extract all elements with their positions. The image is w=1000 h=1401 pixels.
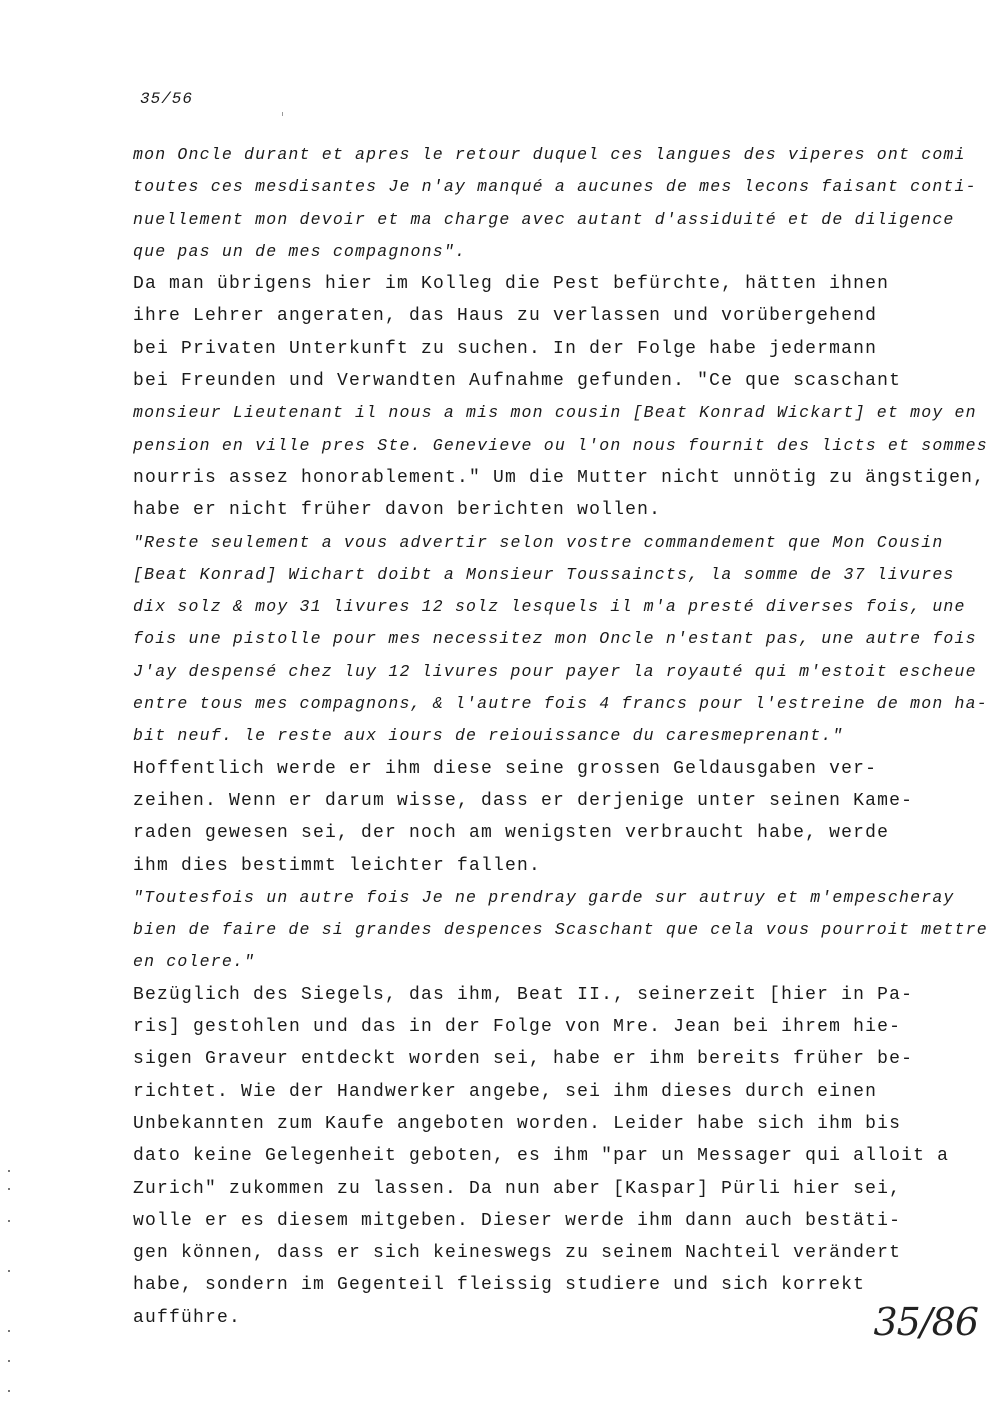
quoted-french-line: dix solz & moy 31 livures 12 solz lesquels il m'a presté diverses fois, une xyxy=(133,597,966,617)
quoted-french-line: bit neuf. le reste aux iours de reiouissance du caresmeprenant." xyxy=(133,726,844,746)
german-text-line: gen können, dass er sich keineswegs zu seinem Nachteil verändert xyxy=(133,1243,902,1264)
german-text-line: zeihen. Wenn er darum wisse, dass er derjenige unter seinen Kame- xyxy=(133,790,914,811)
page-number: 35/56 xyxy=(140,90,194,108)
quoted-french-line: toutes ces mesdisantes Je n'ay manqué a aucunes de mes lecons faisant conti- xyxy=(133,177,977,197)
german-text-line: Hoffentlich werde er ihm diese seine grossen Geldausgaben ver- xyxy=(133,758,878,779)
german-text-line: ris] gestohlen und das in der Folge von Mre. Jean bei ihrem hie- xyxy=(133,1017,902,1038)
quoted-french-line: "Reste seulement a vous advertir selon vostre commandement que Mon Cousin xyxy=(133,532,944,552)
german-text-line: wolle er es diesem mitgeben. Dieser werde ihm dann auch bestäti- xyxy=(133,1210,902,1231)
quoted-french-line: fois une pistolle pour mes necessitez mon Oncle n'estant pas, une autre fois xyxy=(133,629,977,649)
german-text-line: aufführe. xyxy=(133,1307,242,1328)
german-text-line: ihre Lehrer angeraten, das Haus zu verlassen und vorübergehend xyxy=(133,306,878,327)
quoted-french-line: que pas un de mes compagnons". xyxy=(133,241,467,261)
quoted-french-line: en colere." xyxy=(133,952,256,972)
german-text-line: habe, sondern im Gegenteil fleissig studiere und sich korrekt xyxy=(133,1275,866,1296)
german-text-line: nourris assez honorablement." Um die Mutter nicht unnötig zu ängstigen, xyxy=(133,467,986,488)
german-text-line: dato keine Gelegenheit geboten, es ihm "par un Messager qui alloit a xyxy=(133,1146,950,1167)
left-margin-scan-marks xyxy=(4,1160,18,1400)
german-text-line: Unbekannten zum Kaufe angeboten worden. Leider habe sich ihm bis xyxy=(133,1113,902,1134)
german-text-line: sigen Graveur entdeckt worden sei, habe er ihm bereits früher be- xyxy=(133,1049,914,1070)
scan-mark xyxy=(282,112,283,116)
german-text-line: bei Privaten Unterkunft zu suchen. In der Folge habe jedermann xyxy=(133,338,878,359)
quoted-french-line: nuellement mon devoir et ma charge avec autant d'assiduité et de diligence xyxy=(133,209,955,229)
german-text-line: Zurich" zukommen zu lassen. Da nun aber [Kaspar] Pürli hier sei, xyxy=(133,1178,902,1199)
german-text-line: Da man übrigens hier im Kolleg die Pest befürchte, hätten ihnen xyxy=(133,274,890,295)
german-text-line: Bezüglich des Siegels, das ihm, Beat II., seinerzeit [hier in Pa- xyxy=(133,984,914,1005)
german-text-line: richtet. Wie der Handwerker angebe, sei ihm dieses durch einen xyxy=(133,1081,878,1102)
german-text-line: raden gewesen sei, der noch am wenigsten verbraucht habe, werde xyxy=(133,823,890,844)
quoted-french-line: entre tous mes compagnons, & l'autre fois 4 francs pour l'estreine de mon ha- xyxy=(133,694,988,714)
german-text-line: bei Freunden und Verwandten Aufnahme gefunden. "Ce que scaschant xyxy=(133,371,902,392)
german-text-line: ihm dies bestimmt leichter fallen. xyxy=(133,855,542,876)
quoted-french-line: monsieur Lieutenant il nous a mis mon cousin [Beat Konrad Wickart] et moy en xyxy=(133,403,977,423)
german-text-line: habe er nicht früher davon berichten wollen. xyxy=(133,500,662,521)
quoted-french-line: mon Oncle durant et apres le retour duquel ces langues des viperes ont comi xyxy=(133,145,966,164)
quoted-french-line: bien de faire de si grandes despences Scaschant que cela vous pourroit mettre xyxy=(133,920,988,940)
quoted-french-line: pension en ville pres Ste. Genevieve ou l'on nous fournit des licts et sommes xyxy=(133,435,988,455)
quoted-french-line: [Beat Konrad] Wichart doibt a Monsieur Toussaincts, la somme de 37 livures xyxy=(133,564,955,584)
handwritten-page-stamp: 35/86 xyxy=(873,1300,978,1344)
quoted-french-line: "Toutesfois un autre fois Je ne prendray garde sur autruy et m'empescheray xyxy=(133,887,955,907)
quoted-french-line: J'ay despensé chez luy 12 livures pour payer la royauté qui m'estoit escheue xyxy=(133,661,977,681)
